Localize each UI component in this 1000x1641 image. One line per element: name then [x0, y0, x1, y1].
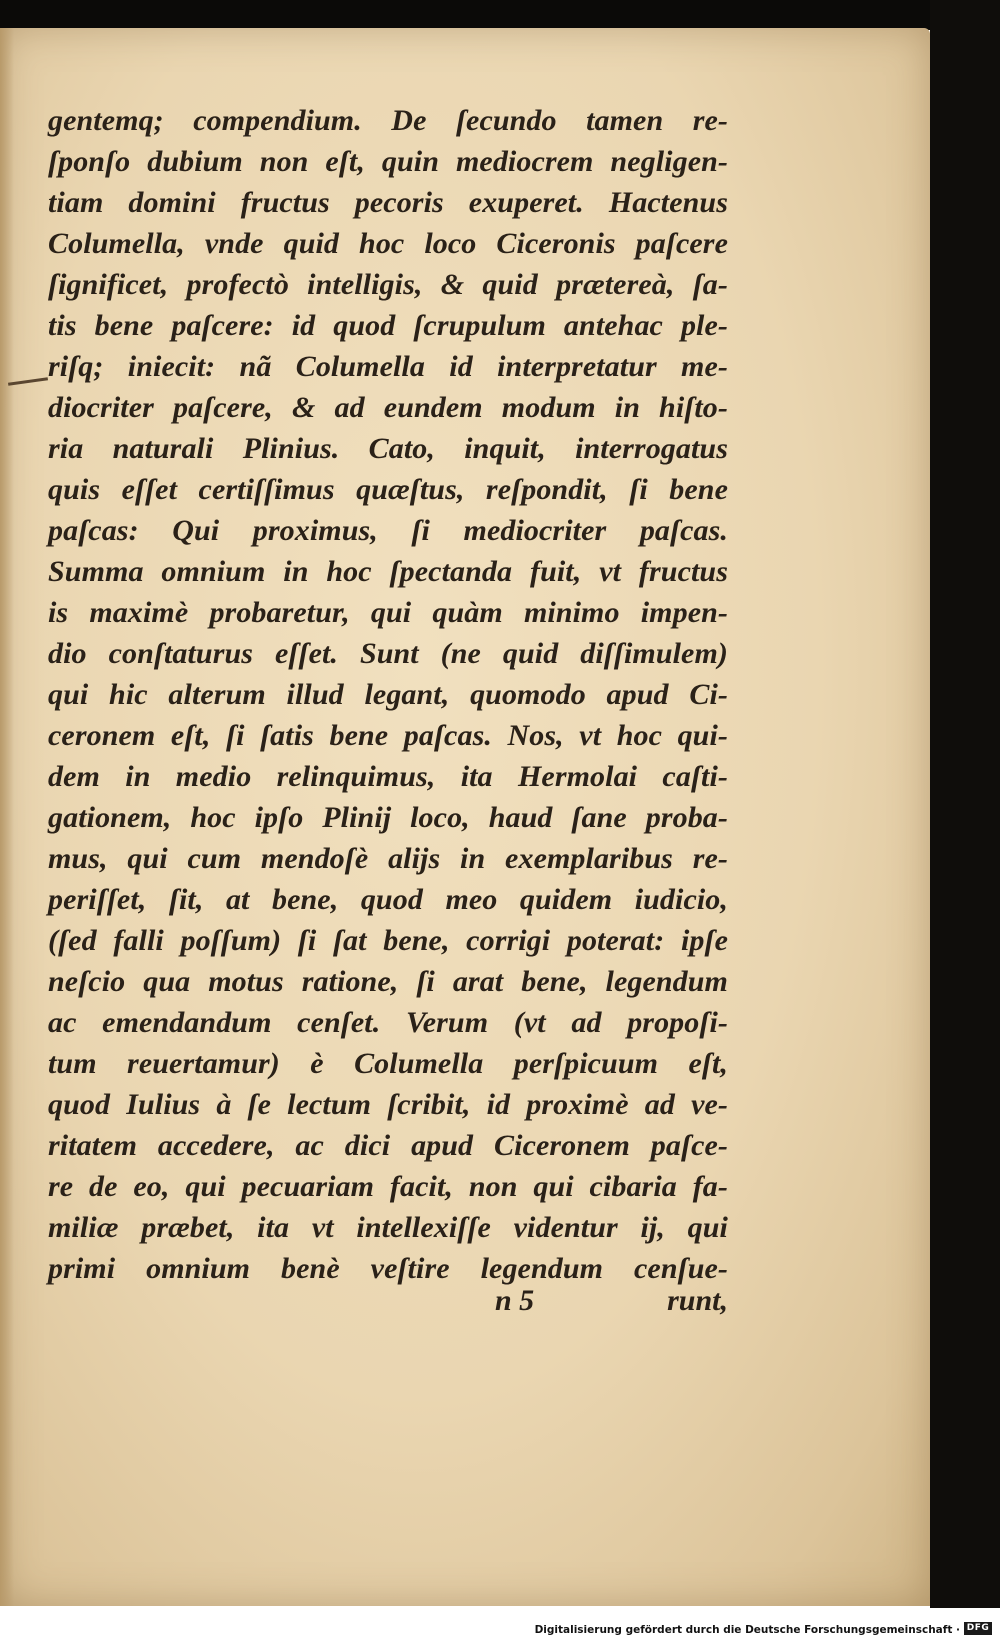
- page-foot-line: [48, 1284, 728, 1325]
- text-line: Columella, vnde quid hoc loco Ciceronis paſcere: [48, 227, 728, 260]
- text-line: primi omnium benè veſtire legendum cenſue-: [48, 1252, 728, 1285]
- text-line: diocriter paſcere, & ad eundem modum in hiſto-: [48, 391, 728, 424]
- text-line: paſcas: Qui proximus, ſi mediocriter paſcas.: [48, 514, 728, 547]
- text-line: (ſed falli poſſum) ſi ſat bene, corrigi poterat: ipſe: [48, 924, 728, 957]
- text-line: riſq; iniecit: nã Columella id interpretatur me-: [48, 350, 728, 383]
- text-line: re de eo, qui pecuariam facit, non qui cibaria fa-: [48, 1170, 728, 1203]
- text-line: gationem, hoc ipſo Plinij loco, haud ſane proba-: [48, 801, 728, 834]
- text-line: ſignificet, profectò intelligis, & quid prætereà, ſa-: [48, 268, 728, 301]
- text-line: is maximè probaretur, qui quàm minimo impen-: [48, 596, 728, 629]
- text-line: quod Iulius à ſe lectum ſcribit, id proximè ad ve-: [48, 1088, 728, 1121]
- text-line: mus, qui cum mendoſè alijs in exemplaribus re-: [48, 842, 728, 875]
- dfg-logo-icon: DFG: [964, 1622, 992, 1635]
- signature-mark: n 5: [495, 1284, 535, 1317]
- latin-text-block: [48, 100, 728, 1289]
- text-line: ſponſo dubium non eſt, quin mediocrem negligen-: [48, 145, 728, 178]
- page-gutter-shadow: [0, 28, 14, 1606]
- text-line: Summa omnium in hoc ſpectanda fuit, vt fructus: [48, 555, 728, 588]
- scan-top-border: [0, 0, 1000, 30]
- text-line: ria naturali Plinius. Cato, inquit, interrogatus: [48, 432, 728, 465]
- text-line: tum reuertamur) è Columella perſpicuum eſt,: [48, 1047, 728, 1080]
- text-line: qui hic alterum illud legant, quomodo apud Ci-: [48, 678, 728, 711]
- text-line: gentemq; compendium. De ſecundo tamen re-: [48, 104, 728, 137]
- text-line: dem in medio relinquimus, ita Hermolai caſti-: [48, 760, 728, 793]
- text-line: miliæ præbet, ita vt intellexiſſe videntur ij, qui: [48, 1211, 728, 1244]
- catchword: runt,: [667, 1284, 728, 1317]
- text-line: neſcio qua motus ratione, ſi arat bene, legendum: [48, 965, 728, 998]
- text-line: ritatem accedere, ac dici apud Ciceronem paſce-: [48, 1129, 728, 1162]
- text-line: tiam domini fructus pecoris exuperet. Hactenus: [48, 186, 728, 219]
- scan-right-border: [930, 0, 1000, 1608]
- text-line: quis eſſet certiſſimus quæſtus, reſpondit, ſi bene: [48, 473, 728, 506]
- text-line: ac emendandum cenſet. Verum (vt ad propoſi-: [48, 1006, 728, 1039]
- digitization-credit: Digitalisierung gefördert durch die Deutsche Forschungsgemeinschaft ·: [534, 1624, 960, 1636]
- text-line: ceronem eſt, ſi ſatis bene paſcas. Nos, vt hoc qui-: [48, 719, 728, 752]
- text-line: periſſet, ſit, at bene, quod meo quidem iudicio,: [48, 883, 728, 916]
- text-line: tis bene paſcere: id quod ſcrupulum antehac ple-: [48, 309, 728, 342]
- text-line: dio conſtaturus eſſet. Sunt (ne quid diſſimulem): [48, 637, 728, 670]
